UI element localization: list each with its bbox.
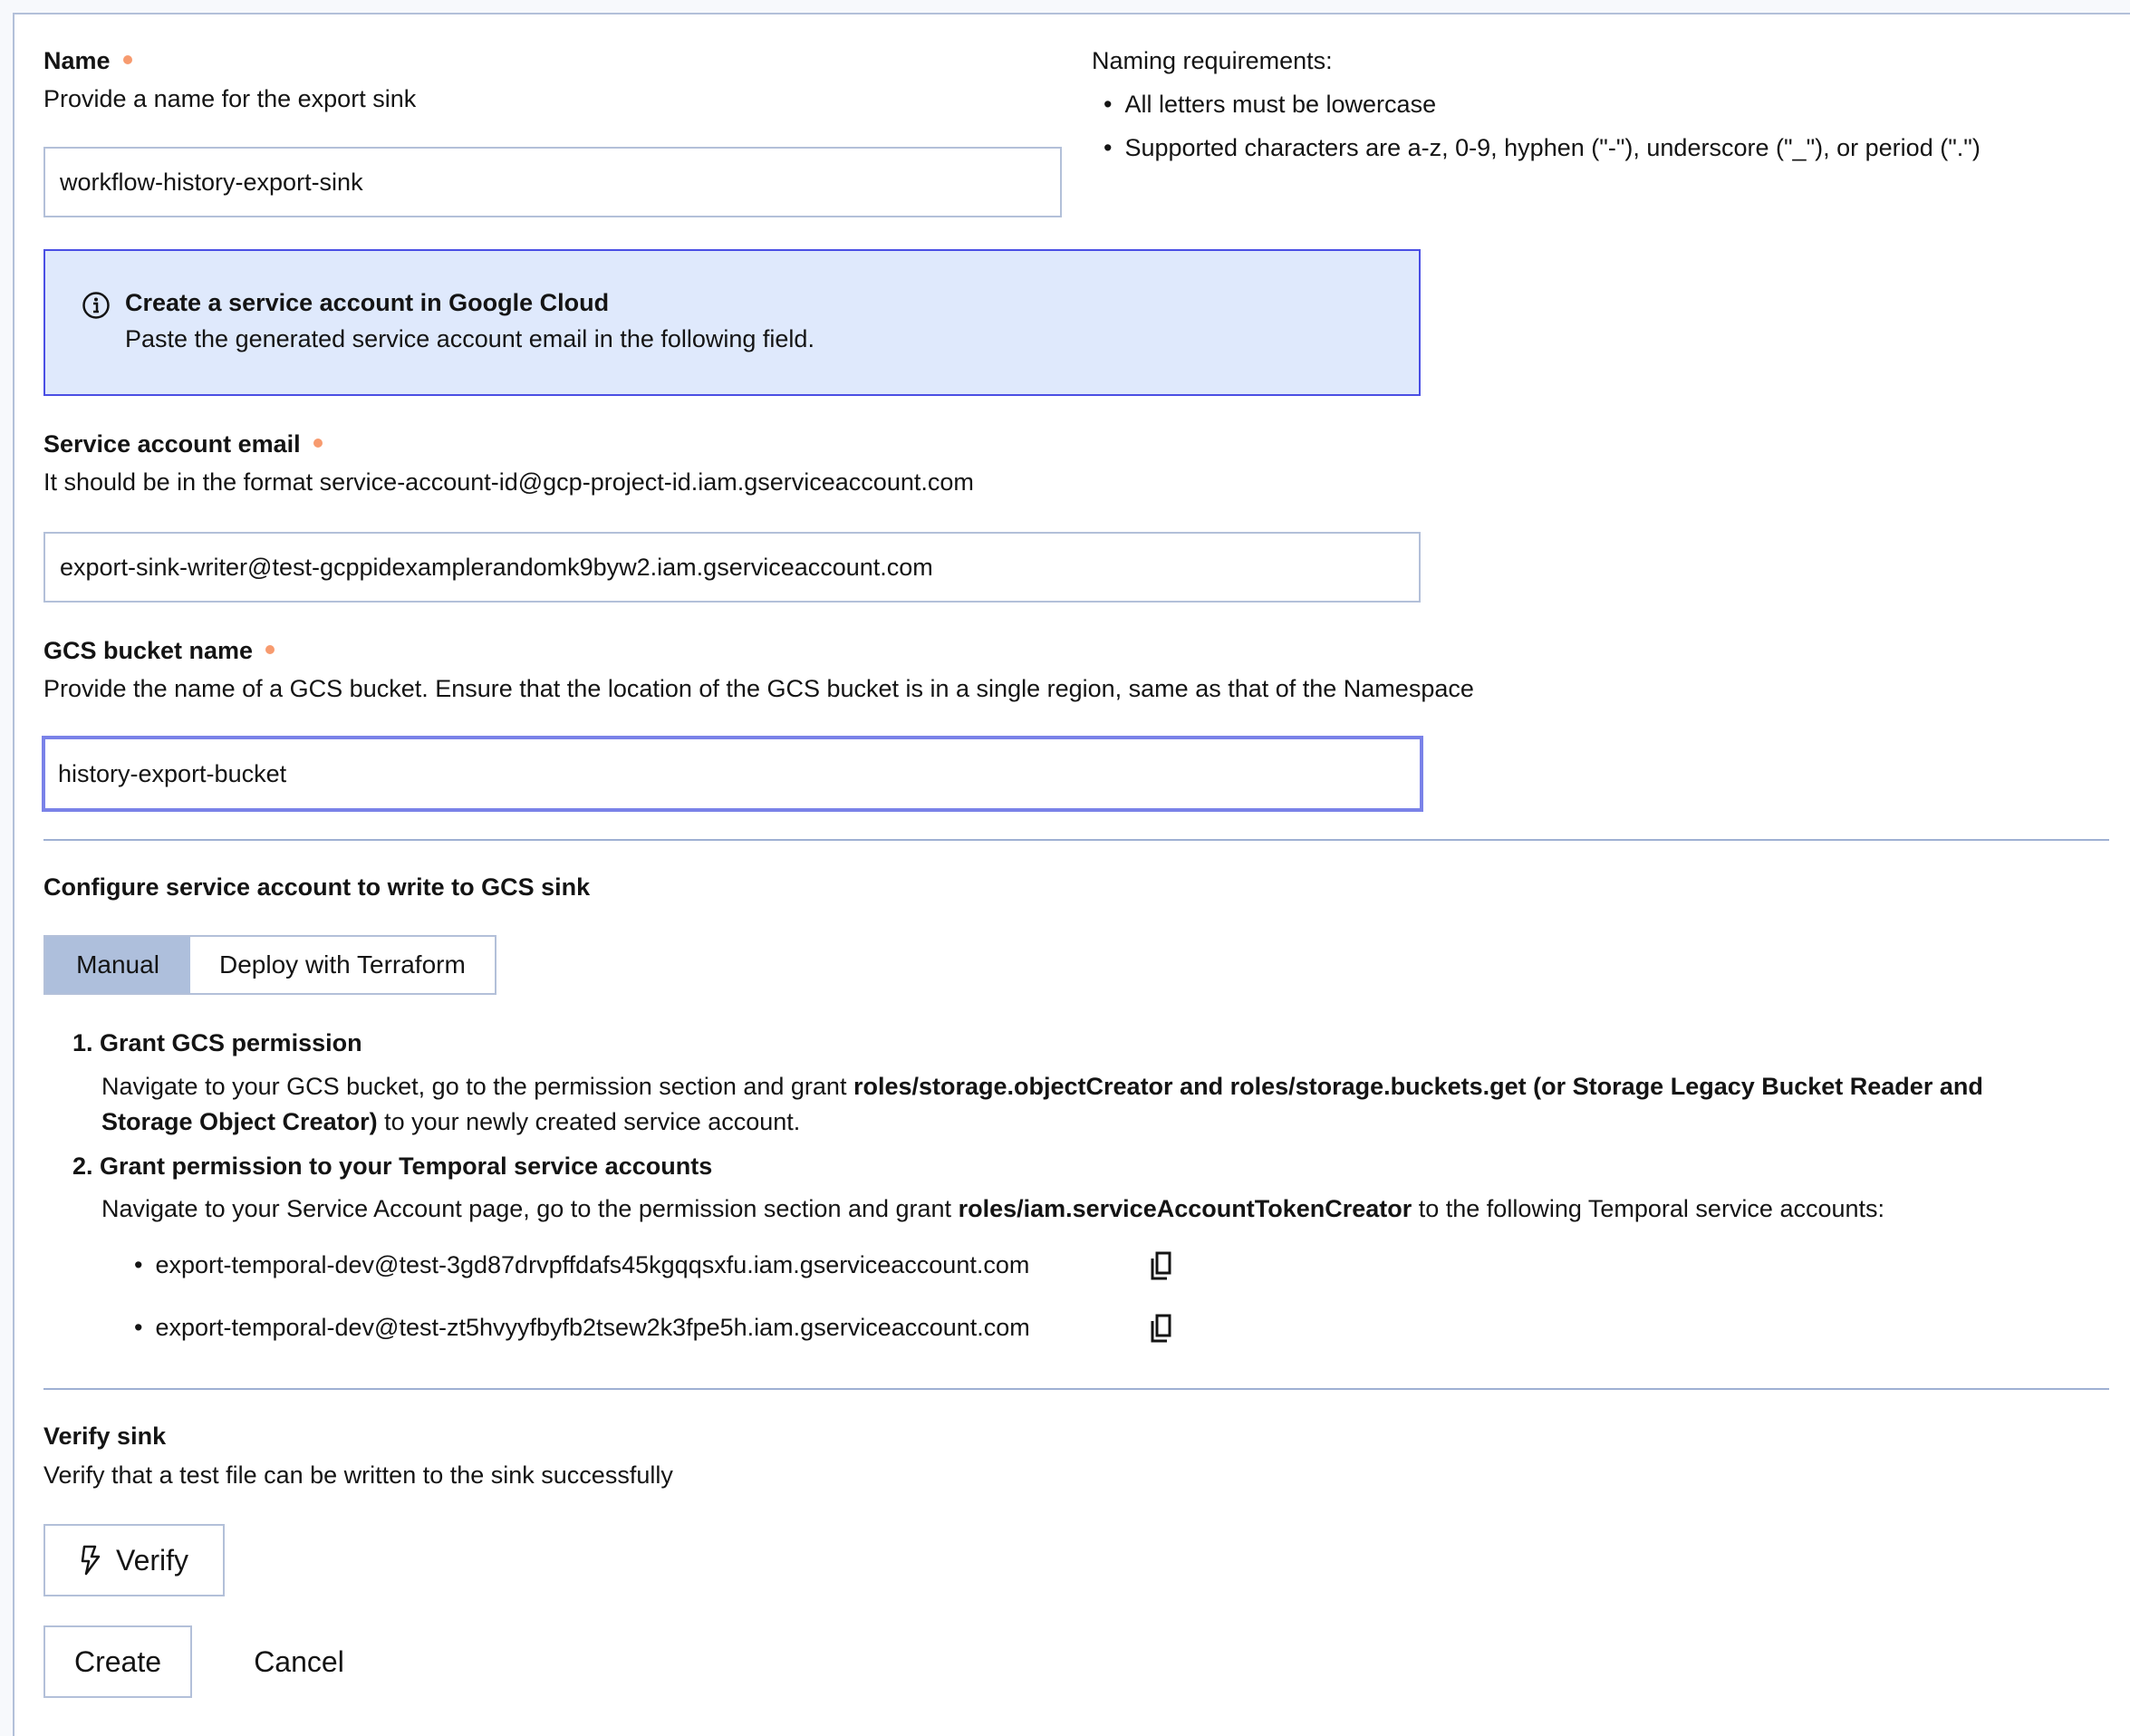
bucket-input[interactable] xyxy=(42,736,1423,812)
service-email-input[interactable] xyxy=(43,532,1421,603)
bucket-label: GCS bucket name xyxy=(43,637,275,665)
name-input-value: workflow-history-export-sink xyxy=(60,168,363,196)
divider xyxy=(43,839,2109,841)
naming-requirements-title: Naming requirements: xyxy=(1092,47,1333,74)
name-label: Name xyxy=(43,47,132,75)
required-dot xyxy=(265,645,275,654)
service-email-description: It should be in the format service-account-id@gcp-project-id.iam.gserviceaccount.com xyxy=(43,468,974,496)
step2-title: 2. Grant permission to your Temporal service accounts xyxy=(72,1153,713,1180)
service-email-label: Service account email xyxy=(43,430,323,458)
cancel-button[interactable] xyxy=(226,1625,371,1698)
required-dot xyxy=(123,55,132,64)
copy-icon[interactable] xyxy=(1149,1250,1176,1281)
create-button[interactable] xyxy=(43,1625,192,1698)
verify-button[interactable] xyxy=(43,1524,225,1596)
step1-text: Navigate to your GCS bucket, go to the permission section and grant roles/storage.objectCreator and roles/storage.buckets.get (or Storage Legacy Bucket Reader and xyxy=(101,1073,1983,1100)
bucket-input-value: history-export-bucket xyxy=(58,759,287,787)
service-email-value: export-sink-writer@test-gcppidexamplerandomk9byw2.iam.gserviceaccount.com xyxy=(60,553,933,581)
required-dot xyxy=(313,439,323,448)
info-icon xyxy=(82,291,111,320)
verify-title: Verify sink xyxy=(43,1423,167,1450)
configure-tabs xyxy=(43,935,496,995)
create-button-label: Create xyxy=(73,1644,162,1678)
configure-title: Configure service account to write to GCS sink xyxy=(43,873,591,901)
verify-description: Verify that a test file can be written to the sink successfully xyxy=(43,1461,673,1489)
name-input[interactable] xyxy=(43,147,1062,217)
verify-button-label: Verify xyxy=(115,1543,189,1577)
tab-deploy-with-terraform[interactable]: Deploy with Terraform xyxy=(219,950,466,979)
copy-icon[interactable] xyxy=(1149,1313,1176,1344)
naming-requirement-item: • All letters must be lowercase xyxy=(1104,91,1436,119)
step1-text-cont: Storage Object Creator) to your newly created service account. xyxy=(101,1108,801,1135)
cancel-button-label: Cancel xyxy=(254,1644,344,1678)
lightning-icon xyxy=(80,1545,101,1576)
temporal-account-item: • export-temporal-dev@test-zt5hvyyfbyfb2tsew2k3fpe5h.iam.gserviceaccount.com xyxy=(134,1314,1030,1342)
info-banner-title: Create a service account in Google Cloud xyxy=(125,289,610,316)
temporal-account-item: • export-temporal-dev@test-3gd87drvpffdafs45kgqqsxfu.iam.gserviceaccount.com xyxy=(134,1251,1029,1279)
divider xyxy=(43,1388,2109,1390)
step1-title: 1. Grant GCS permission xyxy=(72,1029,362,1056)
info-banner xyxy=(43,249,1421,396)
info-banner-text: Paste the generated service account email in the following field. xyxy=(125,325,814,352)
tab-manual[interactable]: Manual xyxy=(45,937,190,993)
step2-text: Navigate to your Service Account page, go to the permission section and grant roles/iam.serviceAccountTokenCreator to the following Temporal service accounts: xyxy=(101,1195,1885,1222)
name-description: Provide a name for the export sink xyxy=(43,85,417,112)
naming-requirement-item: • Supported characters are a-z, 0-9, hyphen ("-"), underscore ("_"), or period (".") xyxy=(1104,134,1981,162)
bucket-description: Provide the name of a GCS bucket. Ensure that the location of the GCS bucket is in a single region, same as that of the Namespace xyxy=(43,675,1474,702)
